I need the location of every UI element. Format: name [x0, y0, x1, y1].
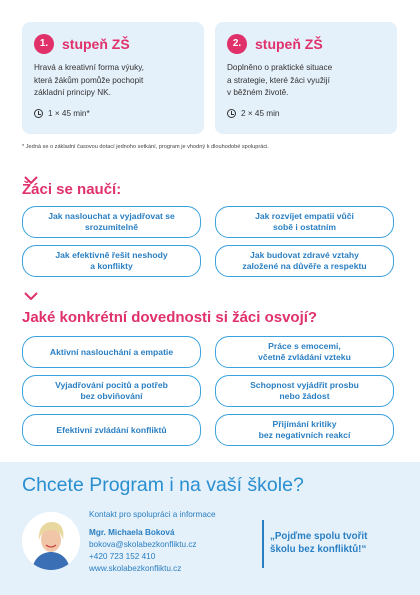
- quote: „Pojďme spolu tvořit školu bez konfliktů!“: [270, 531, 368, 555]
- card-description: Hravá a kreativní forma výuky, která žákům pomůže pochopit základní principy NK.: [34, 63, 144, 97]
- contact-email[interactable]: bokova@skolabezkonfliktu.cz: [89, 540, 197, 549]
- section-heading-skills: Jaké konkrétní dovednosti si žáci osvojí?: [22, 309, 318, 326]
- skill-pill: Aktivní naslouchání a empatie: [22, 336, 201, 368]
- quote-divider: [262, 520, 264, 568]
- contact-name: Mgr. Michaela Boková: [89, 528, 175, 537]
- skill-pill: Přijímání kritiky bez negativních reakcí: [215, 414, 394, 446]
- card-first-grade: [22, 22, 204, 134]
- card-title: stupeň ZŠ: [62, 36, 130, 52]
- contact-website[interactable]: www.skolabezkonfliktu.cz: [89, 564, 182, 573]
- card-description: Doplněno o praktické situace a strategie, které žáci využijí v běžném životě.: [227, 63, 333, 97]
- skill-pill: Práce s emocemi, včetně zvládání vzteku: [215, 336, 394, 368]
- skill-pill: Jak rozvíjet empatii vůči sobě i ostatním: [215, 206, 394, 238]
- card-duration: 1 × 45 min*: [34, 109, 90, 118]
- card-duration: 2 × 45 min: [227, 109, 279, 118]
- clock-icon: [227, 109, 236, 118]
- chevron-down-icon: [24, 292, 38, 300]
- contact-label: Kontakt pro spolupráci a informace: [89, 510, 216, 519]
- skill-pill: Efektivní zvládání konfliktů: [22, 414, 201, 446]
- skill-pill: Vyjadřování pocitů a potřeb bez obviňování: [22, 375, 201, 407]
- skill-pill: Jak naslouchat a vyjadřovat se srozumitelně: [22, 206, 201, 238]
- card-number-badge: 2.: [227, 34, 247, 54]
- contact-phone[interactable]: +420 723 152 410: [89, 552, 156, 561]
- section-heading-learn: Žáci se naučí:: [22, 181, 122, 198]
- avatar: [22, 512, 80, 570]
- portrait-icon: [22, 512, 80, 570]
- card-title: stupeň ZŠ: [255, 36, 323, 52]
- skill-pill: Jak efektivně řešit neshody a konflikty: [22, 245, 201, 277]
- card-number-badge: 1.: [34, 34, 54, 54]
- skill-pill: Schopnost vyjádřit prosbu nebo žádost: [215, 375, 394, 407]
- skill-pill: Jak budovat zdravé vztahy založené na důvěře a respektu: [215, 245, 394, 277]
- footnote: * Jedná se o základní časovou dotací jednoho setkání, program je vhodný k dlouhodobé spolupráci.: [22, 144, 269, 150]
- card-second-grade: [215, 22, 397, 134]
- clock-icon: [34, 109, 43, 118]
- cta-heading: Chcete Program i na vaší škole?: [22, 474, 304, 496]
